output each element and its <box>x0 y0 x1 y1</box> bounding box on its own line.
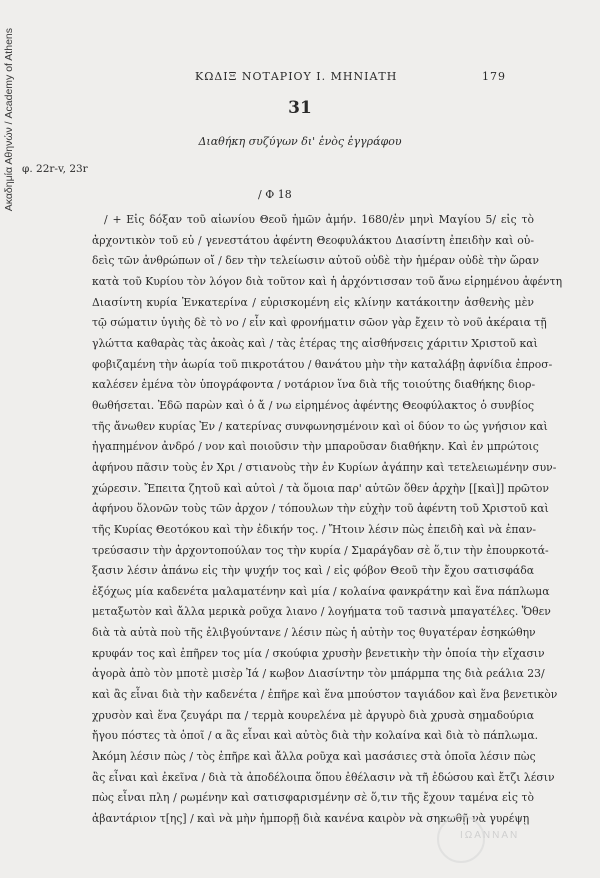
body-line: ἀβαντάριον τ[ης] / καὶ νὰ μὴν ἠμπορῇ διὰ κανένα καιρὸν νὰ σηκωθῇ νὰ γυρέψῃ <box>92 812 530 826</box>
body-line: ἤγου πόστες τὰ ὁποῖ / α ἂς εἶναι καὶ αὐτὸς διὰ τὴν κολαίνα καὶ διὰ τὸ πάπλωμα. <box>92 729 539 743</box>
body-line: πὼς εἶναι πλη / ρωμένην καὶ σατισφαρισμένην σὲ ὅ,τιν τῆς ἔχουν ταμένα εἰς τὸ <box>92 791 534 805</box>
body-line: τῆς Κυρίας Θεοτόκου καὶ τὴν ἐδικήν τος. / Ἤτοιν λέσιν πὼς ἐπειδὴ καὶ νὰ ἐπαν- <box>92 522 537 536</box>
side-stamp-text: Ακαδημία Αθηνών / Academy of Athens <box>3 28 15 212</box>
body-line: Ἀκόμη λέσιν πὼς / τὸς ἐπῆρε καὶ ἄλλα ροῦχα καὶ μασάσιες στὰ ὁποῖα λέσιν πὼς <box>92 750 536 764</box>
document-heading: Διαθήκη συζύγων δι' ἑνὸς ἐγγράφου <box>198 135 402 148</box>
folio-reference: φ. 22r-v, 23r <box>22 163 88 175</box>
body-line: ἀρχοντικὸν τοῦ εὐ / γενεστάτου ἀφέντη Θεοφυλάκτου Διασίντη ἐπειδὴν καὶ οὐ- <box>92 233 534 247</box>
body-line: Διασίντη κυρία Ἐνκατερίνα / εὑρισκομένη εἰς κλίνην κατάκοιτην ἀσθενὴς μὲν <box>92 295 534 309</box>
document-number: 31 <box>288 98 312 118</box>
body-line: τῆς ἄνωθεν κυρίας Ἐν / κατερίνας συνφωνησμένοιν καὶ οἱ δύον το ὡς γνήσιον καὶ <box>92 419 548 433</box>
column-reference: / Φ 18 <box>258 188 292 201</box>
body-line: θωθήσεται. Ἐδῶ παρὼν καὶ ὁ ἄ / νω εἰρημένος ἀφέντης Θεοφύλακτος ὁ συνβίος <box>92 398 534 412</box>
body-line: ἐξόχως μία καδενέτα μαλαματένην καὶ μία / κολαίνα φανκράτην καὶ ἕνα πάπλωμα <box>92 584 550 598</box>
watermark: ΙΩΑΝΝΑΝ <box>460 830 520 841</box>
body-line: ἀφήνου ὅλονῶν τοὺς τῶν ἀρχον / τόπουλων τὴν εὐχὴν τοῦ ἀφέντη τοῦ Χριστοῦ καὶ <box>92 502 549 516</box>
body-line: χρυσὸν καὶ ἕνα ζευγάρι πα / τερμὰ κουρελένα μὲ ἀργυρὸ διὰ χρυσὰ σημαδούρια <box>92 708 534 722</box>
academy-of-athens-stamp <box>3 28 17 328</box>
body-line: ἀγορὰ ἀπὸ τὸν μποτὲ μισὲρ Ἰά / κωβον Διασίντην τὸν μπάρμπα της διὰ ρεάλια 23/ <box>92 667 545 681</box>
body-line: τῷ σώματιν ὑγιὴς δὲ τὸ νο / εἶν καὶ φρονήματιν σῶον γὰρ ἔχειν τὸ νοῦ ἀκέραια τῇ <box>92 316 547 330</box>
running-head-title: ΚΩΔΙΞ ΝΟΤΑΡΙΟΥ Ι. ΜΗΝΙΑΤΗ <box>195 70 398 83</box>
body-line: διὰ τὰ αὐτὰ ποὺ τῆς ἐλιβγούντανε / λέσιν πὼς ἡ αὐτὴν τος θυγατέραν ἐσηκώθην <box>92 626 536 640</box>
body-line: φοβιζαμένη τὴν ἀωρία τοῦ πικροτάτου / θανάτου μὴν τὴν καταλάβῃ ἀφνίδια ἐπροσ- <box>92 357 553 371</box>
document-body <box>92 210 563 830</box>
body-line: κρυφάν τος καὶ ἐπῆρεν τος μία / σκούφια χρυσὴν βενετικὴν τὴν ὁποία τὴν εἴχασιν <box>92 646 545 660</box>
body-line: γλώττα καθαρὰς τὰς ἀκοὰς καὶ / τὰς ἑτέρας της αἰσθήνσεις χάριτιν Χριστοῦ καὶ <box>92 336 538 350</box>
body-line: / + Εἰς δόξαν τοῦ αἰωνίου Θεοῦ ἡμῶν ἀμήν. 1680/ἐν μηνὶ Μαγίου 5/ εἰς τὸ <box>104 213 534 226</box>
body-line: χώρεσιν. Ἔπειτα ζητοῦ καὶ αὐτοὶ / τὰ ὅμοια παρ' αὐτῶν ὅθεν ἀρχὴν [[καὶ]] πρῶτον <box>92 481 549 495</box>
body-line: καὶ ἂς εἶναι διὰ τὴν καδενέτα / ἐπῆρε καὶ ἕνα μπούστον ταγιάδον καὶ ἕνα βενετικὸν <box>92 688 558 702</box>
body-line: καλέσεν ἐμένα τὸν ὑπογράφοντα / νοτάριον ἵνα διὰ τῆς τοιούτης διαθήκης διορ- <box>92 378 536 392</box>
body-line: ἂς εἶναι καὶ ἐκεῖνα / διὰ τὰ ἀποδέλοιπα ὅπου ἐθέλασιν νὰ τῆ ἐδώσου καὶ ἔτζι λέσιν <box>92 770 555 784</box>
body-line: ἀφήνου πᾶσιν τοὺς ἐν Χρι / στιανοὺς τὴν ἐν Κυρίων ἀγάπην καὶ τετελειωμένην συν- <box>92 460 557 474</box>
page-number: 179 <box>482 70 506 83</box>
body-line: ἠγαπημένον ἀνδρό / νον καὶ ποιοῦσιν τὴν μπαροῦσαν διαθήκην. Καὶ ἐν μπρώτοις <box>92 440 539 454</box>
body-line: τρεύσασιν τὴν ἀρχοντοπούλαν τος τὴν κυρία / Σμαράγδαν σὲ ὅ,τιν τὴν ἐπουρκοτά- <box>92 543 549 557</box>
body-line: μεταξωτὸν καὶ ἄλλα μερικὰ ροῦχα λιανο / λογήματα τοῦ τασινὰ μπαγατέλες. Ὅθεν <box>92 605 551 619</box>
body-line: δεὶς τῶν ἀνθρώπων οἴ / δεν τὴν τελείωσιν αὐτοῦ οὐδὲ τὴν ἡμέραν οὐδὲ τὴν ὥραν <box>92 254 539 268</box>
body-line: ξασιν λέσιν ἀπάνω εἰς τὴν ψυχήν τος καὶ / εἰς φόβον Θεοῦ τὴν ἔχου σατισφάδα <box>92 564 534 578</box>
body-line: κατὰ τοῦ Κυρίου τὸν λόγον διὰ τοῦτον καὶ ἡ ἀρχόντισσαν τοῦ ἄνω εἰρημένου ἀφέντη <box>92 274 563 288</box>
